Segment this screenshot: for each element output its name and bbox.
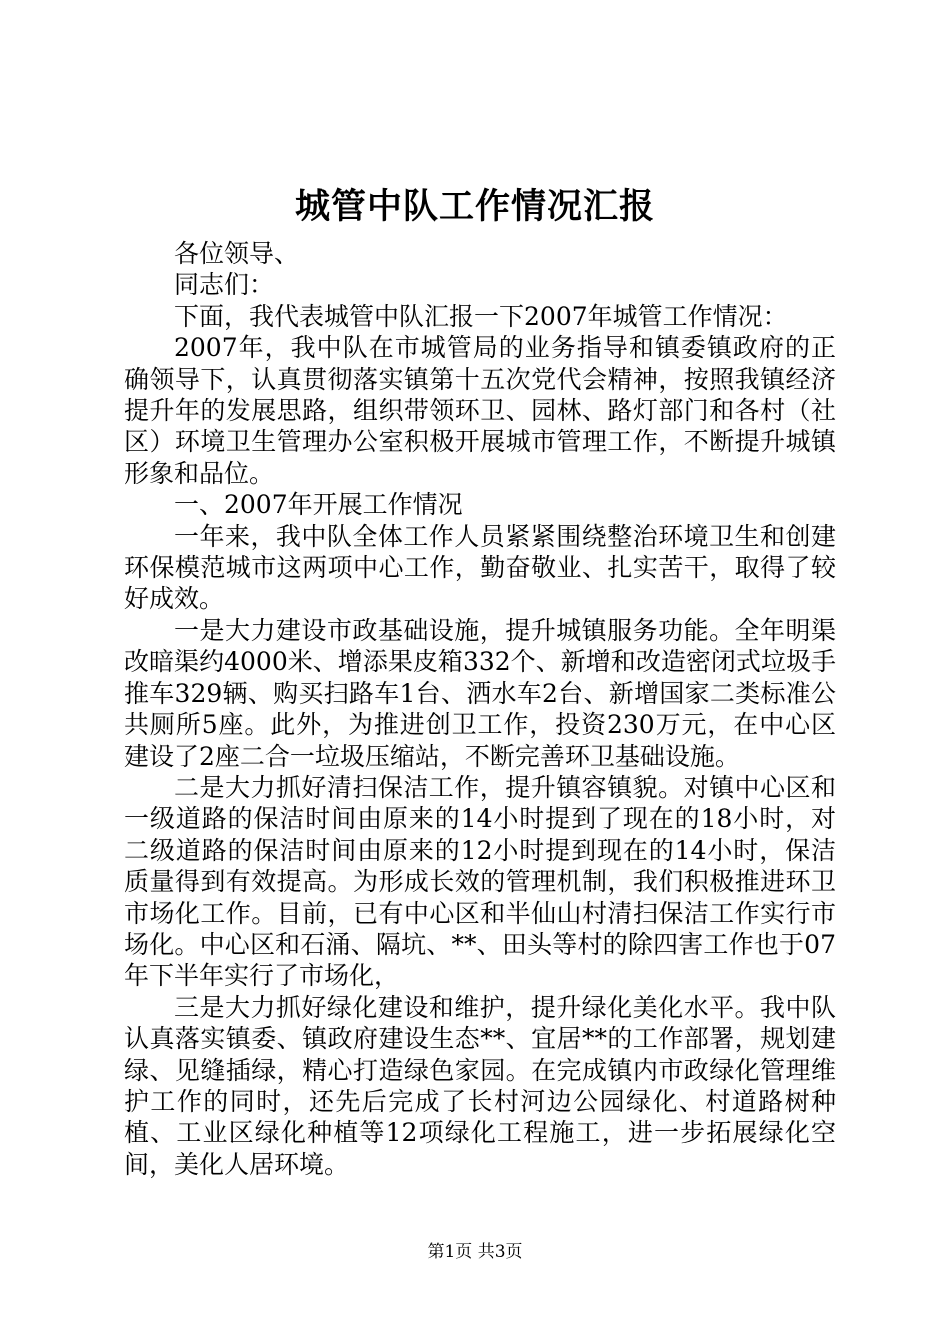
- body-paragraph: 二是大力抓好清扫保洁工作，提升镇容镇貌。对镇中心区和一级道路的保洁时间由原来的14小时提到了现在的18小时，对二级道路的保洁时间由原来的12小时提到现在的14小时，保洁质量得到有效提高。为形成长效的管理机制，我们积极推进环卫市场化工作。目前，已有中心区和半仙山村清扫保洁工作实行市场化。中心区和石涌、隔坑、**、田头等村的除四害工作也于07年下半年实行了市场化，: [124, 772, 836, 991]
- body-paragraph: 一年来，我中队全体工作人员紧紧围绕整治环境卫生和创建环保模范城市这两项中心工作，勤奋敬业、扎实苦干，取得了较好成效。: [124, 521, 836, 614]
- page-number-footer: 第1页 共3页: [427, 1242, 523, 1262]
- body-paragraph: 一是大力建设市政基础设施，提升城镇服务功能。全年明渠改暗渠约4000米、增添果皮箱332个、新增和改造密闭式垃圾手推车329辆、购买扫路车1台、洒水车2台、新增国家二类标准公共厕所5座。此外，为推进创卫工作，投资230万元，在中心区建设了2座二合一垃圾压缩站，不断完善环卫基础设施。: [124, 615, 836, 771]
- salutation-line: 同志们：: [174, 270, 275, 300]
- body-paragraph: 2007年，我中队在市城管局的业务指导和镇委镇政府的正确领导下，认真贯彻落实镇第十五次党代会精神，按照我镇经济提升年的发展思路，组织带领环卫、园林、路灯部门和各村（社区）环境卫生管理办公室积极开展城市管理工作，不断提升城镇形象和品位。: [124, 333, 836, 488]
- body-paragraph: 下面，我代表城管中队汇报一下2007年城管工作情况：: [174, 301, 788, 331]
- section-heading: 一、2007年开展工作情况: [174, 490, 463, 520]
- document-body: [124, 238, 836, 1180]
- document-title: 城管中队工作情况汇报: [294, 186, 655, 227]
- salutation-line: 各位领导、: [174, 239, 300, 268]
- body-paragraph: 三是大力抓好绿化建设和维护，提升绿化美化水平。我中队认真落实镇委、镇政府建设生态**、宜居**的工作部署，规划建绿、见缝插绿，精心打造绿色家园。在完成镇内市政绿化管理维护工作的同时，还先后完成了长村河边公园绿化、村道路树种植、工业区绿化种植等12项绿化工程施工，进一步拓展绿化空间，美化人居环境。: [124, 992, 836, 1179]
